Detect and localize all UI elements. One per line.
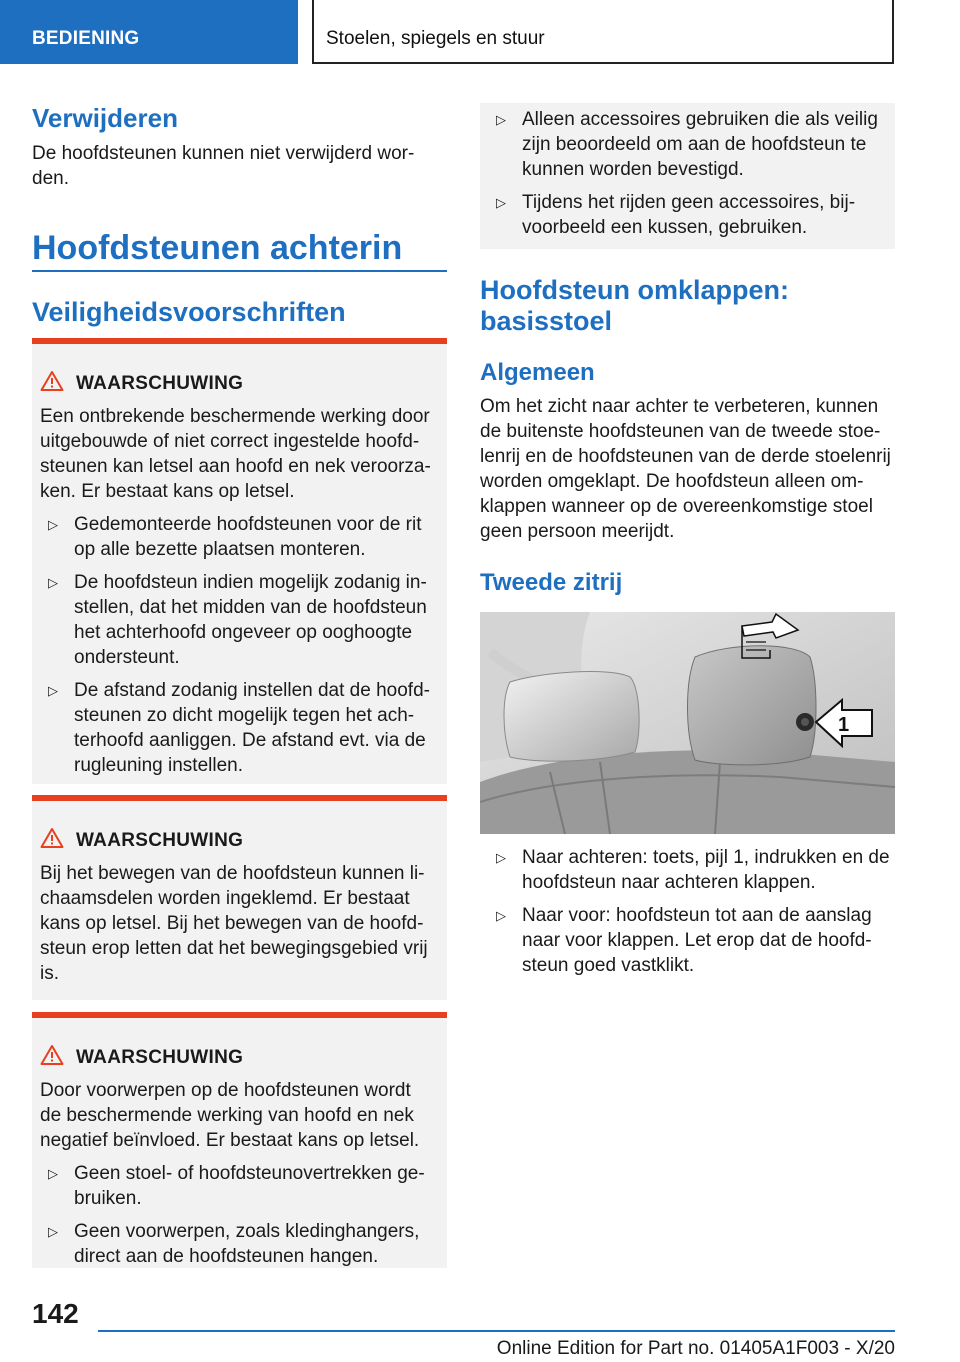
warning-triangle-icon bbox=[40, 370, 64, 392]
list-item-line: steun goed vastklikt. bbox=[522, 955, 695, 976]
headrest-illustration-image bbox=[480, 612, 895, 834]
warning-line: uitgebouwde of niet correct ingestelde hoofd- bbox=[40, 431, 420, 452]
list-item-line: op alle bezette plaatsen monteren. bbox=[74, 539, 366, 560]
warning-triangle-icon bbox=[40, 827, 64, 849]
warning-line: Door voorwerpen op de hoofdsteunen wordt bbox=[40, 1080, 411, 1101]
warning-box-2 bbox=[32, 795, 447, 1000]
second-row-heading: Tweede zitrij bbox=[480, 569, 623, 596]
warning-line: Bij het bewegen van de hoofdsteun kunnen li- bbox=[40, 863, 425, 884]
general-text bbox=[480, 394, 895, 544]
warning-box-1 bbox=[32, 338, 447, 784]
list-item-line: hoofdsteun naar achteren klappen. bbox=[522, 872, 816, 893]
list-item-line: Tijdens het rijden geen accessoires, bij- bbox=[522, 192, 856, 213]
header-chapter-tab bbox=[312, 0, 894, 64]
list-item-line: het achterhoofd ongeveer op ooghoogte bbox=[74, 622, 413, 643]
header-chapter-label: Stoelen, spiegels en stuur bbox=[326, 28, 545, 49]
accessory-note-box bbox=[480, 103, 895, 249]
warning-line: ken. Er bestaat kans op letsel. bbox=[40, 481, 295, 502]
fold-heading bbox=[480, 275, 789, 337]
list-item-line: ondersteunt. bbox=[74, 647, 180, 668]
warning-text bbox=[40, 1078, 440, 1153]
list-item-line: Naar voor: hoofdsteun tot aan de aanslag bbox=[522, 905, 872, 926]
bullet-triangle-icon: ▷ bbox=[48, 575, 58, 590]
list-item-line: Gedemonteerde hoofdsteunen voor de rit bbox=[74, 514, 422, 535]
bullet-triangle-icon: ▷ bbox=[496, 195, 506, 210]
fold-heading-line: Hoofdsteun omklappen: bbox=[480, 275, 789, 305]
bullet-triangle-icon: ▷ bbox=[496, 908, 506, 923]
heading-rule bbox=[32, 270, 447, 272]
header-section-tab bbox=[0, 0, 298, 64]
header-section-label: BEDIENING bbox=[32, 28, 140, 49]
list-item-line: kunnen worden bevestigd. bbox=[522, 159, 744, 180]
page-number: 142 bbox=[32, 1298, 79, 1329]
list-item-line: zijn beoordeeld om aan de hoofdsteun te bbox=[522, 134, 867, 155]
warning-line: steunen kan letsel aan hoofd en nek veroorza- bbox=[40, 456, 431, 477]
remove-heading: Verwijderen bbox=[32, 103, 178, 133]
warning-title: WAARSCHUWING bbox=[76, 1047, 244, 1068]
warning-line: chaamsdelen worden ingeklemd. Er bestaat bbox=[40, 888, 410, 909]
general-line: lenrij en de hoofdsteunen van de derde stoelenrij bbox=[480, 446, 891, 467]
footer-rule bbox=[98, 1330, 895, 1332]
list-item-line: voorbeeld een kussen, gebruiken. bbox=[522, 217, 808, 238]
list-item-line: Naar achteren: toets, pijl 1, indrukken en de bbox=[522, 847, 890, 868]
warning-line: steun erop letten dat het bewegingsgebied vrij bbox=[40, 938, 428, 959]
list-item-line: steunen zo dicht mogelijk tegen het ach- bbox=[74, 705, 415, 726]
list-item-line: Geen stoel- of hoofdsteunovertrekken ge- bbox=[74, 1163, 425, 1184]
warning-triangle-icon bbox=[40, 1044, 64, 1066]
warning-line: negatief beïnvloed. Er bestaat kans op letsel. bbox=[40, 1130, 420, 1151]
bullet-triangle-icon: ▷ bbox=[496, 112, 506, 127]
warning-line: Een ontbrekende beschermende werking door bbox=[40, 406, 430, 427]
general-line: de buitenste hoofdsteunen van de tweede stoe- bbox=[480, 421, 881, 442]
list-item-line: De hoofdsteun indien mogelijk zodanig in- bbox=[74, 572, 427, 593]
warning-line: de beschermende werking van hoofd en nek bbox=[40, 1105, 414, 1126]
list-item-line: direct aan de hoofdsteunen hangen. bbox=[74, 1246, 379, 1267]
remove-line-1: De hoofdsteunen kunnen niet verwijderd wor- bbox=[32, 143, 415, 164]
general-line: Om het zicht naar achter te verbeteren, kunnen bbox=[480, 396, 879, 417]
general-line: klappen wanneer op de overeenkomstige stoel bbox=[480, 496, 873, 517]
general-heading: Algemeen bbox=[480, 359, 595, 386]
warning-title: WAARSCHUWING bbox=[76, 373, 244, 394]
callout-number: 1 bbox=[838, 714, 850, 736]
bullet-triangle-icon: ▷ bbox=[48, 1166, 58, 1181]
list-item-line: Alleen accessoires gebruiken die als veilig bbox=[522, 109, 878, 130]
warning-title: WAARSCHUWING bbox=[76, 830, 244, 851]
bullet-triangle-icon: ▷ bbox=[48, 1224, 58, 1239]
safety-heading: Veiligheidsvoorschriften bbox=[32, 297, 346, 327]
general-line: worden omgeklapt. De hoofdsteun alleen om- bbox=[480, 471, 864, 492]
list-item-line: De afstand zodanig instellen dat de hoofd- bbox=[74, 680, 430, 701]
warning-box-3 bbox=[32, 1012, 447, 1268]
bullet-triangle-icon: ▷ bbox=[48, 683, 58, 698]
headrest-illustration bbox=[480, 612, 895, 834]
list-item-line: naar voor klappen. Let erop dat de hoofd- bbox=[522, 930, 872, 951]
warning-text bbox=[40, 861, 440, 986]
list-item-line: rugleuning instellen. bbox=[74, 755, 244, 776]
bullet-triangle-icon: ▷ bbox=[48, 517, 58, 532]
warning-line: kans op letsel. Bij het bewegen van de hoofd- bbox=[40, 913, 424, 934]
list-item-line: stellen, dat het midden van de hoofdsteun bbox=[74, 597, 427, 618]
list-item-line: Geen voorwerpen, zoals kledinghangers, bbox=[74, 1221, 420, 1242]
main-heading: Hoofdsteunen achterin bbox=[32, 229, 403, 267]
edition-label: Online Edition for Part no. 01405A1F003 - X/20 bbox=[496, 1338, 895, 1359]
fold-heading-line: basisstoel bbox=[480, 306, 613, 336]
general-line: geen persoon meerijdt. bbox=[480, 521, 675, 542]
warning-text bbox=[40, 404, 440, 504]
bullet-triangle-icon: ▷ bbox=[496, 850, 506, 865]
remove-line-2: den. bbox=[32, 168, 69, 189]
list-item-line: terhoofd aanliggen. De afstand evt. via de bbox=[74, 730, 426, 751]
warning-line: is. bbox=[40, 963, 59, 984]
list-item-line: bruiken. bbox=[74, 1188, 142, 1209]
